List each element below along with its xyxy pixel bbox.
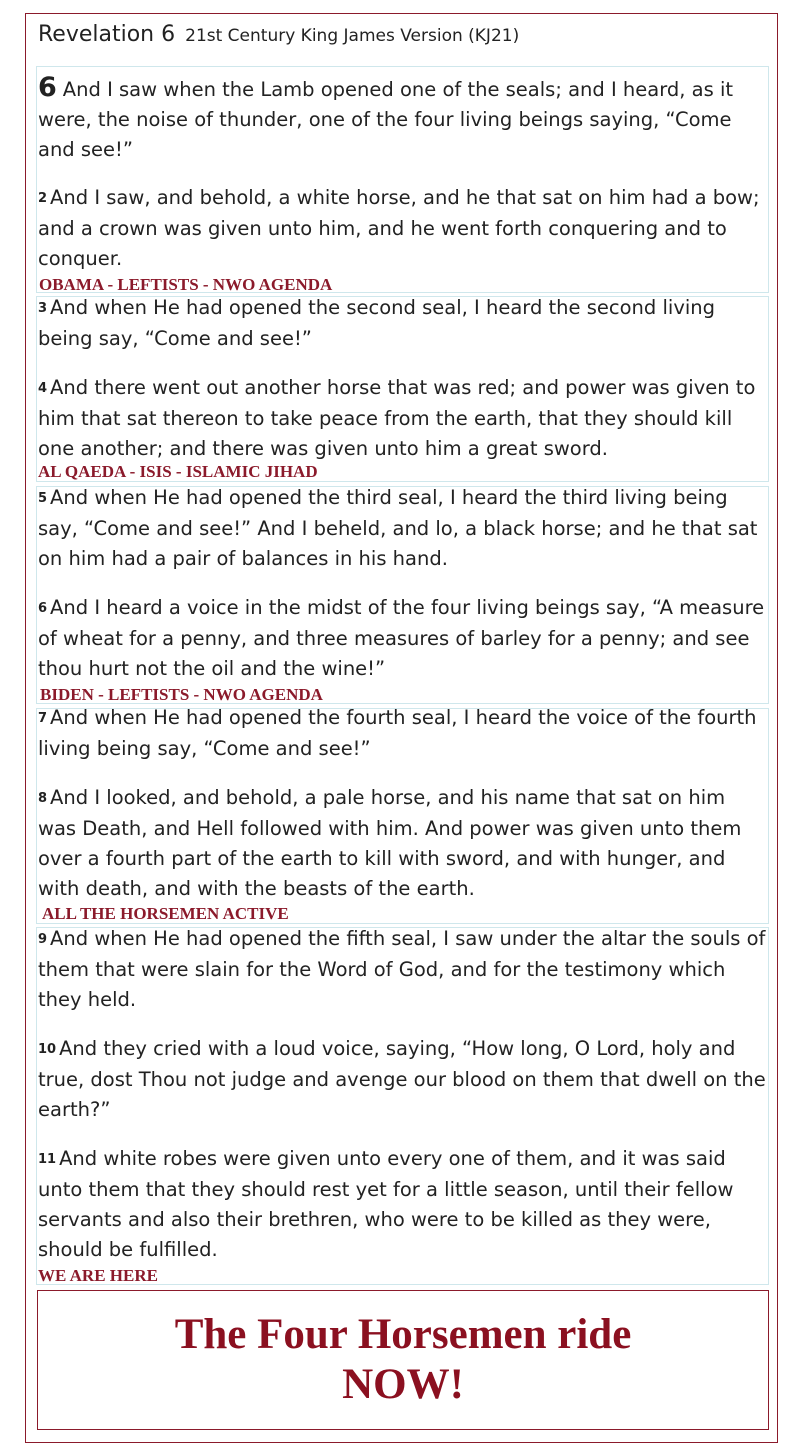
verse-number: 11 bbox=[38, 1152, 57, 1167]
verse-number: 10 bbox=[38, 1042, 57, 1057]
headline-banner bbox=[37, 1290, 769, 1430]
verse-text: And they cried with a loud voice, saying, “How long, O Lord, holy and true, dost Thou not judge and avenge our blood on them that dwell on the earth?” bbox=[38, 1037, 766, 1121]
verse-4 bbox=[38, 373, 766, 464]
banner-line-1: The Four Horsemen ride bbox=[174, 1311, 632, 1358]
verse-number: 6 bbox=[38, 601, 48, 616]
verse-text: And when He had opened the third seal, I heard the third living being say, “Come and see!” And I beheld, and lo, a black horse; and he that sat on him had a pair of balances in his hand. bbox=[38, 486, 758, 570]
verse-11 bbox=[38, 1144, 766, 1265]
verse-text: And there went out another horse that was red; and power was given to him that sat thereon to take peace from the earth, that they should kill one another; and there was given unto him a great sword. bbox=[38, 376, 756, 460]
commentary-label: ALL THE HORSEMEN ACTIVE bbox=[42, 904, 289, 923]
verse-9 bbox=[38, 924, 766, 1015]
verse-text: And I saw when the Lamb opened one of the seals; and I heard, as it were, the noise of thunder, one of the four living beings saying, “Come and see!” bbox=[38, 78, 734, 161]
passage-header bbox=[38, 22, 519, 47]
verse-text: And when He had opened the fourth seal, I heard the voice of the fourth living being say, “Come and see!” bbox=[38, 706, 757, 760]
verse-7 bbox=[38, 703, 766, 764]
verse-text: And when He had opened the fifth seal, I saw under the altar the souls of them that were slain for the Word of God, and for the testimony which they held. bbox=[38, 927, 766, 1011]
verse-number: 7 bbox=[38, 711, 48, 726]
verse-6 bbox=[38, 593, 766, 684]
verse-5 bbox=[38, 483, 766, 574]
banner-line-2: NOW! bbox=[342, 1361, 464, 1408]
verse-number: 5 bbox=[38, 491, 48, 506]
verse-text: And I saw, and behold, a white horse, and he that sat on him had a bow; and a crown was given unto him, and he went forth conquering and to conquer. bbox=[38, 186, 760, 270]
commentary-label: BIDEN - LEFTISTS - NWO AGENDA bbox=[40, 685, 323, 704]
verse-2 bbox=[38, 183, 766, 274]
commentary-label: WE ARE HERE bbox=[38, 1266, 158, 1285]
verse-3 bbox=[38, 293, 766, 354]
verse-text: And I looked, and behold, a pale horse, and his name that sat on him was Death, and Hell followed with him. And power was given unto them over a fourth part of the earth to kill with sword, and with hunger, and with death, and with the beasts of the earth. bbox=[38, 786, 742, 900]
verse-text: And when He had opened the second seal, I heard the second living being say, “Come and see!” bbox=[38, 296, 716, 350]
verse-text: And I heard a voice in the midst of the four living beings say, “A measure of wheat for a penny, and three measures of barley for a penny; and see thou hurt not the oil and the wine!” bbox=[38, 596, 765, 680]
verse-number: 8 bbox=[38, 791, 48, 806]
verse-text: And white robes were given unto every one of them, and it was said unto them that they should rest yet for a little season, until their fellow servants and also their brethren, who were to be killed as they were, should be fulfilled. bbox=[38, 1147, 734, 1261]
verse-number: 9 bbox=[38, 932, 48, 947]
bible-version: 21st Century King James Version (KJ21) bbox=[185, 26, 520, 46]
verse-1 bbox=[38, 73, 766, 165]
verse-number: 4 bbox=[38, 381, 48, 396]
chapter-number: 6 bbox=[38, 72, 57, 103]
verse-8 bbox=[38, 783, 766, 904]
verse-number: 3 bbox=[38, 301, 48, 316]
commentary-label: AL QAEDA - ISIS - ISLAMIC JIHAD bbox=[38, 462, 318, 481]
commentary-label: OBAMA - LEFTISTS - NWO AGENDA bbox=[39, 275, 333, 294]
book-chapter-title: Revelation 6 bbox=[38, 22, 176, 47]
verse-10 bbox=[38, 1034, 766, 1125]
verse-number: 2 bbox=[38, 191, 48, 206]
